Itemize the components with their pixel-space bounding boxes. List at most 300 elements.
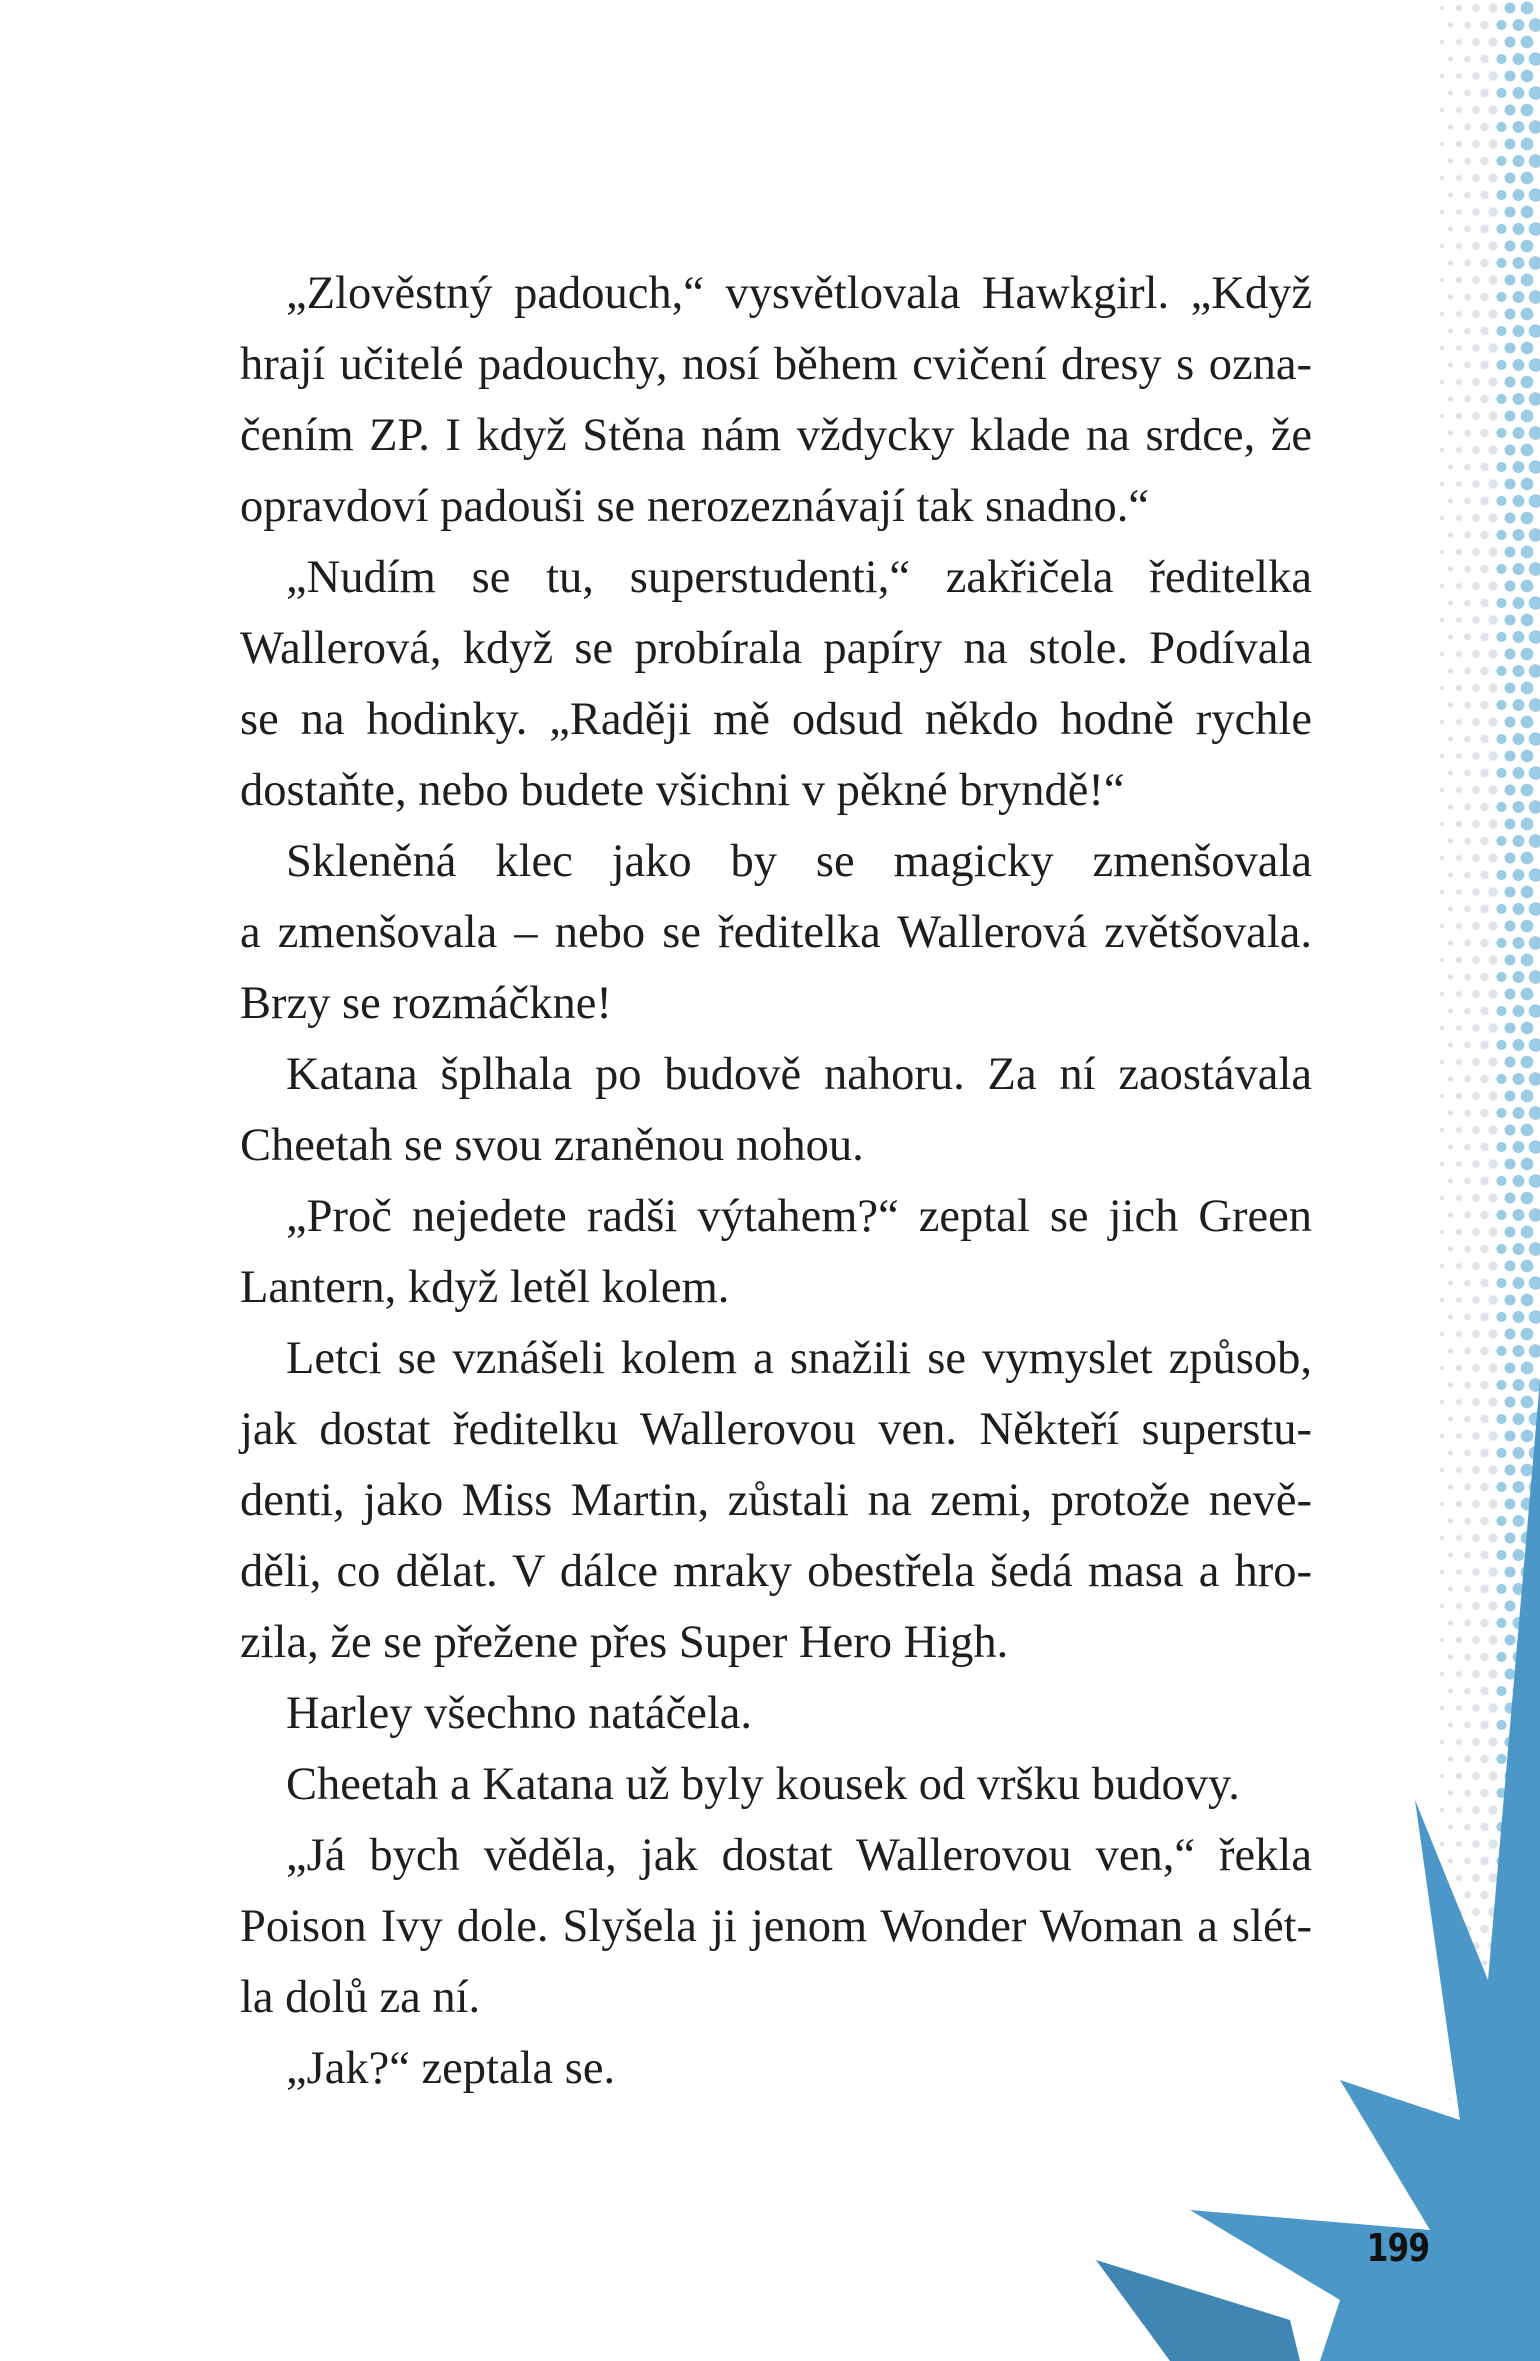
halftone-dot (1464, 1382, 1471, 1389)
halftone-dot (1496, 1210, 1506, 1220)
halftone-dot (1472, 1398, 1480, 1406)
halftone-dot (1440, 1434, 1444, 1438)
halftone-dot (1496, 122, 1506, 132)
halftone-dot (1488, 139, 1497, 148)
halftone-dot (1521, 852, 1534, 865)
halftone-dot (1488, 309, 1497, 318)
halftone-dot (1513, 1141, 1525, 1153)
halftone-dot (1480, 259, 1489, 268)
halftone-dot (1488, 1601, 1497, 1610)
halftone-dot (1513, 1277, 1525, 1289)
halftone-dot (1496, 428, 1506, 438)
halftone-dot (1488, 1261, 1497, 1270)
halftone-dot (1529, 222, 1540, 236)
halftone-dot (1472, 820, 1480, 828)
halftone-dot (1480, 1041, 1489, 1050)
halftone-dot (1496, 496, 1506, 506)
halftone-dot (1464, 1552, 1471, 1559)
halftone-dot (1480, 395, 1489, 404)
halftone-dot (1496, 88, 1506, 98)
halftone-dot (1456, 549, 1462, 555)
halftone-dot (1448, 906, 1453, 911)
halftone-dot (1440, 1774, 1444, 1778)
halftone-dot (1513, 121, 1525, 133)
halftone-dot (1513, 189, 1525, 201)
halftone-dot (1456, 379, 1462, 385)
halftone-dot (1504, 1430, 1515, 1441)
halftone-dot (1480, 1653, 1489, 1662)
halftone-dot (1529, 392, 1540, 406)
halftone-dot (1513, 257, 1525, 269)
halftone-dot (1496, 1006, 1506, 1016)
halftone-dot (1456, 1263, 1462, 1269)
halftone-dot (1472, 514, 1480, 522)
halftone-dot (1496, 972, 1506, 982)
halftone-dot (1456, 1161, 1462, 1167)
halftone-dot (1529, 902, 1540, 916)
halftone-dot (1521, 886, 1534, 899)
halftone-dot (1464, 634, 1471, 641)
halftone-dot (1488, 1873, 1497, 1882)
halftone-dot (1464, 260, 1471, 267)
halftone-dot (1448, 260, 1453, 265)
halftone-dot (1472, 1534, 1480, 1542)
halftone-dot (1448, 1416, 1453, 1421)
halftone-dot (1504, 376, 1515, 387)
halftone-dot (1456, 73, 1462, 79)
halftone-dot (1504, 1362, 1515, 1373)
halftone-dot (1496, 1414, 1506, 1424)
halftone-dot (1488, 955, 1497, 964)
halftone-dot (1464, 804, 1471, 811)
halftone-dot (1472, 1568, 1480, 1576)
halftone-dot (1448, 396, 1453, 401)
halftone-dot (1448, 22, 1453, 27)
text-line: a zmenšovala – nebo se ředitelka Wallerová zvětšovala. (240, 907, 1312, 958)
halftone-dot (1472, 1500, 1480, 1508)
halftone-dot (1504, 70, 1515, 81)
halftone-dot (1480, 1415, 1489, 1424)
halftone-dot (1496, 1686, 1506, 1696)
halftone-dot (1440, 414, 1444, 418)
text-line: Letci se vznášeli kolem a snažili se vymyslet způsob, (286, 1333, 1312, 1384)
halftone-dot (1488, 1295, 1497, 1304)
halftone-dot (1480, 1245, 1489, 1254)
halftone-dot (1448, 1280, 1453, 1285)
halftone-dot (1488, 445, 1497, 454)
halftone-dot (1472, 752, 1480, 760)
halftone-dot (1448, 1076, 1453, 1081)
halftone-dot (1521, 308, 1534, 321)
halftone-dot (1529, 732, 1540, 746)
halftone-dot (1464, 600, 1471, 607)
halftone-dot (1529, 1004, 1540, 1018)
halftone-dot (1472, 1228, 1480, 1236)
halftone-dot (1504, 1056, 1515, 1067)
halftone-dot (1513, 1515, 1525, 1527)
halftone-dot (1529, 86, 1540, 100)
halftone-dot (1496, 1312, 1506, 1322)
halftone-dot (1464, 1416, 1471, 1423)
halftone-dot (1472, 1296, 1480, 1304)
page-number: 199 (1366, 2226, 1430, 2270)
halftone-dot (1488, 1499, 1497, 1508)
halftone-dot (1440, 822, 1444, 826)
halftone-dot (1480, 735, 1489, 744)
halftone-dot (1448, 294, 1453, 299)
text-line: zila, že se přežene přes Super Hero High. (240, 1617, 1009, 1668)
halftone-dot (1464, 1858, 1471, 1865)
halftone-dot (1529, 1344, 1540, 1358)
halftone-dot (1496, 1040, 1506, 1050)
halftone-dot (1480, 1211, 1489, 1220)
halftone-dot (1448, 1314, 1453, 1319)
halftone-dot (1521, 750, 1534, 763)
halftone-dot (1488, 1023, 1497, 1032)
halftone-dot (1472, 378, 1480, 386)
halftone-dot (1488, 887, 1497, 896)
halftone-dot (1529, 256, 1540, 270)
halftone-dot (1448, 804, 1453, 809)
halftone-dot (1448, 1586, 1453, 1591)
halftone-dot (1464, 940, 1471, 947)
halftone-dot (1496, 1380, 1506, 1390)
halftone-dot (1513, 665, 1525, 677)
halftone-dot (1448, 90, 1453, 95)
halftone-dot (1480, 1517, 1489, 1526)
halftone-dot (1488, 343, 1497, 352)
halftone-dot (1448, 124, 1453, 129)
halftone-dot (1480, 191, 1489, 200)
text-line: Harley všechno natáčela. (286, 1688, 753, 1739)
halftone-dot (1504, 2, 1515, 13)
halftone-dot (1504, 138, 1515, 149)
halftone-dot (1472, 1704, 1480, 1712)
halftone-dot (1456, 1501, 1462, 1507)
halftone-dot (1504, 1532, 1515, 1543)
halftone-dot (1464, 1246, 1471, 1253)
halftone-dot (1480, 157, 1489, 166)
halftone-dot (1513, 903, 1525, 915)
halftone-dot (1464, 430, 1471, 437)
text-line: Cheetah se svou zraněnou nohou. (240, 1120, 864, 1171)
halftone-dot (1472, 718, 1480, 726)
text-line: denti, jako Miss Martin, zůstali na zemi, protože nevě- (240, 1475, 1312, 1526)
halftone-dot (1504, 104, 1515, 115)
halftone-dot (1440, 1094, 1444, 1098)
halftone-dot (1480, 973, 1489, 982)
halftone-dot (1464, 906, 1471, 913)
halftone-dot (1496, 156, 1506, 166)
halftone-dot (1513, 155, 1525, 167)
text-line: opravdoví padouši se nerozeznávají tak snadno.“ (240, 481, 1150, 532)
halftone-dot (1504, 1260, 1515, 1271)
halftone-dot (1488, 751, 1497, 760)
halftone-dot (1464, 1722, 1471, 1729)
halftone-dot (1529, 1106, 1540, 1120)
halftone-dot (1504, 1498, 1515, 1509)
halftone-dot (1513, 597, 1525, 609)
halftone-dot (1513, 699, 1525, 711)
halftone-dot (1440, 992, 1444, 996)
halftone-dot (1529, 562, 1540, 576)
halftone-dot (1448, 1722, 1453, 1727)
halftone-dot (1504, 512, 1515, 523)
halftone-dot (1480, 1891, 1489, 1900)
halftone-dot (1504, 410, 1515, 421)
text-line: se na hodinky. „Raději mě odsud někdo hodně rychle (240, 694, 1312, 745)
halftone-dot (1521, 1056, 1534, 1069)
halftone-dot (1440, 1604, 1444, 1608)
halftone-dot (1513, 869, 1525, 881)
halftone-dot (1448, 1756, 1453, 1761)
halftone-dot (1513, 1243, 1525, 1255)
halftone-dot (1448, 1484, 1453, 1489)
halftone-dot (1513, 1107, 1525, 1119)
halftone-dot (1521, 1158, 1534, 1171)
halftone-dot (1521, 1226, 1534, 1239)
halftone-dot (1440, 74, 1444, 78)
halftone-dot (1504, 580, 1515, 591)
halftone-dot (1504, 954, 1515, 965)
text-line: Cheetah a Katana už byly kousek od vršku budovy. (286, 1759, 1240, 1810)
halftone-dot (1529, 1140, 1540, 1154)
halftone-dot (1513, 563, 1525, 575)
halftone-dot (1440, 380, 1444, 384)
halftone-dot (1488, 1193, 1497, 1202)
halftone-dot (1440, 1060, 1444, 1064)
halftone-dot (1456, 1569, 1462, 1575)
halftone-dot (1480, 1925, 1489, 1934)
halftone-dot (1448, 328, 1453, 333)
halftone-dot (1513, 1005, 1525, 1017)
halftone-dot (1464, 362, 1471, 369)
halftone-dot (1496, 1618, 1506, 1628)
halftone-dot (1529, 1310, 1540, 1324)
halftone-dot (1464, 396, 1471, 403)
halftone-dot (1464, 192, 1471, 199)
halftone-dot (1456, 1331, 1462, 1337)
halftone-dot (1488, 1329, 1497, 1338)
halftone-dot (1504, 1192, 1515, 1203)
halftone-dot (1472, 446, 1480, 454)
halftone-dot (1529, 1174, 1540, 1188)
halftone-dot (1513, 835, 1525, 847)
halftone-dot (1521, 1396, 1534, 1409)
halftone-dot (1521, 1328, 1534, 1341)
halftone-dot (1480, 1687, 1489, 1696)
halftone-dot (1521, 342, 1534, 355)
halftone-dot (1456, 1059, 1462, 1065)
halftone-dot (1472, 344, 1480, 352)
halftone-dot (1488, 105, 1497, 114)
text-line: Brzy se rozmáčkne! (240, 978, 612, 1029)
halftone-dot (1513, 53, 1525, 65)
halftone-dot (1480, 1279, 1489, 1288)
halftone-dot (1521, 1192, 1534, 1205)
halftone-dot (1529, 1038, 1540, 1052)
halftone-dot (1472, 1840, 1480, 1848)
body-text (240, 258, 1312, 2104)
halftone-dot (1513, 631, 1525, 643)
halftone-dot (1529, 970, 1540, 984)
halftone-dot (1496, 768, 1506, 778)
halftone-dot (1488, 1431, 1497, 1440)
halftone-dot (1440, 176, 1444, 180)
text-line: hrají učitelé padouchy, nosí během cvičení dresy s ozna- (240, 339, 1312, 390)
halftone-dot (1480, 803, 1489, 812)
halftone-dot (1521, 818, 1534, 831)
halftone-dot (1440, 482, 1444, 486)
halftone-dot (1448, 702, 1453, 707)
halftone-dot (1496, 20, 1506, 30)
halftone-dot (1488, 1533, 1497, 1542)
halftone-dot (1472, 1908, 1480, 1916)
halftone-dot (1456, 1841, 1462, 1847)
halftone-dot (1440, 1536, 1444, 1540)
halftone-dot (1448, 1144, 1453, 1149)
halftone-dot (1456, 1773, 1462, 1779)
halftone-dot (1529, 664, 1540, 678)
halftone-dot (1456, 311, 1462, 317)
text-line: „Nudím se tu, superstudenti,“ zakřičela ředitelka (286, 552, 1312, 603)
halftone-dot (1504, 886, 1515, 897)
halftone-dot (1464, 1110, 1471, 1117)
halftone-dot (1496, 1244, 1506, 1254)
halftone-dot (1529, 52, 1540, 66)
halftone-dot (1440, 856, 1444, 860)
halftone-dot (1480, 1381, 1489, 1390)
halftone-dot (1448, 430, 1453, 435)
halftone-dot (1464, 1212, 1471, 1219)
halftone-dot (1480, 837, 1489, 846)
halftone-dot (1496, 598, 1506, 608)
halftone-dot (1456, 651, 1462, 657)
halftone-dot (1456, 753, 1462, 759)
halftone-dot (1480, 701, 1489, 710)
halftone-dot (1464, 1620, 1471, 1627)
halftone-dot (1464, 1484, 1471, 1491)
halftone-dot (1472, 4, 1480, 12)
halftone-dot (1488, 649, 1497, 658)
halftone-dot (1456, 1025, 1462, 1031)
halftone-dot (1472, 242, 1480, 250)
halftone-dot (1480, 1449, 1489, 1458)
halftone-dot (1488, 785, 1497, 794)
halftone-dot (1521, 138, 1534, 151)
halftone-dot (1472, 276, 1480, 284)
halftone-dot (1504, 444, 1515, 455)
halftone-dot (1448, 1654, 1453, 1659)
halftone-dot (1496, 1754, 1506, 1764)
halftone-dot (1480, 293, 1489, 302)
text-line: čením ZP. I když Stěna nám vždycky klade na srdce, že (240, 410, 1312, 461)
halftone-dot (1488, 1125, 1497, 1134)
halftone-dot (1472, 616, 1480, 624)
halftone-dot (1529, 630, 1540, 644)
halftone-dot (1521, 1090, 1534, 1103)
halftone-dot (1440, 40, 1444, 44)
halftone-dot (1448, 872, 1453, 877)
halftone-dot (1440, 1842, 1444, 1846)
halftone-dot (1513, 1209, 1525, 1221)
halftone-dot (1504, 852, 1515, 863)
halftone-dot (1456, 1297, 1462, 1303)
halftone-dot (1440, 108, 1444, 112)
halftone-dot (1504, 1600, 1515, 1611)
halftone-dot (1480, 1551, 1489, 1560)
halftone-dot (1440, 652, 1444, 656)
halftone-dot (1521, 988, 1534, 1001)
halftone-dot (1449, 2098, 1451, 2100)
halftone-dot (1440, 1366, 1444, 1370)
halftone-dot (1480, 1143, 1489, 1152)
halftone-dot (1504, 648, 1515, 659)
halftone-dot (1472, 888, 1480, 896)
halftone-dot (1464, 1790, 1471, 1797)
halftone-dot (1488, 1771, 1497, 1780)
halftone-dot (1488, 37, 1497, 46)
halftone-dot (1472, 174, 1480, 182)
halftone-dot (1529, 154, 1540, 168)
halftone-dot (1456, 685, 1462, 691)
halftone-dot (1440, 618, 1444, 622)
halftone-dot (1480, 361, 1489, 370)
halftone-dot (1521, 206, 1534, 219)
halftone-dot (1480, 1347, 1489, 1356)
halftone-dot (1472, 1738, 1480, 1746)
halftone-dot (1480, 1075, 1489, 1084)
halftone-dot (1472, 412, 1480, 420)
halftone-dot (1464, 294, 1471, 301)
halftone-dot (1448, 192, 1453, 197)
halftone-dot (1464, 736, 1471, 743)
halftone-dot (1456, 1127, 1462, 1133)
halftone-dot (1480, 1755, 1489, 1764)
halftone-dot (1496, 530, 1506, 540)
halftone-dot (1448, 838, 1453, 843)
halftone-dot (1496, 564, 1506, 574)
halftone-dot (1480, 1823, 1489, 1832)
halftone-dot (1456, 1365, 1462, 1371)
halftone-dot (1504, 36, 1515, 47)
halftone-dot (1496, 1584, 1506, 1594)
halftone-dot (1496, 1550, 1506, 1560)
halftone-dot (1464, 1144, 1471, 1151)
halftone-dot (1521, 410, 1534, 423)
halftone-dot (1456, 855, 1462, 861)
halftone-dot (1472, 72, 1480, 80)
halftone-dot (1529, 1276, 1540, 1290)
halftone-dot (1472, 1262, 1480, 1270)
halftone-dot (1472, 1772, 1480, 1780)
halftone-dot (1440, 720, 1444, 724)
halftone-dot (1480, 1007, 1489, 1016)
halftone-dot (1472, 480, 1480, 488)
halftone-dot (1504, 716, 1515, 727)
halftone-dot (1496, 1074, 1506, 1084)
halftone-dot (1513, 937, 1525, 949)
halftone-dot (1529, 188, 1540, 202)
halftone-dot (1496, 1278, 1506, 1288)
halftone-dot (1521, 444, 1534, 457)
halftone-dot (1521, 274, 1534, 287)
halftone-dot (1504, 308, 1515, 319)
halftone-dot (1456, 617, 1462, 623)
text-line: „Zlověstný padouch,“ vysvětlovala Hawkgirl. „Když (286, 268, 1312, 319)
halftone-dot (1496, 1652, 1506, 1662)
halftone-dot (1529, 358, 1540, 372)
